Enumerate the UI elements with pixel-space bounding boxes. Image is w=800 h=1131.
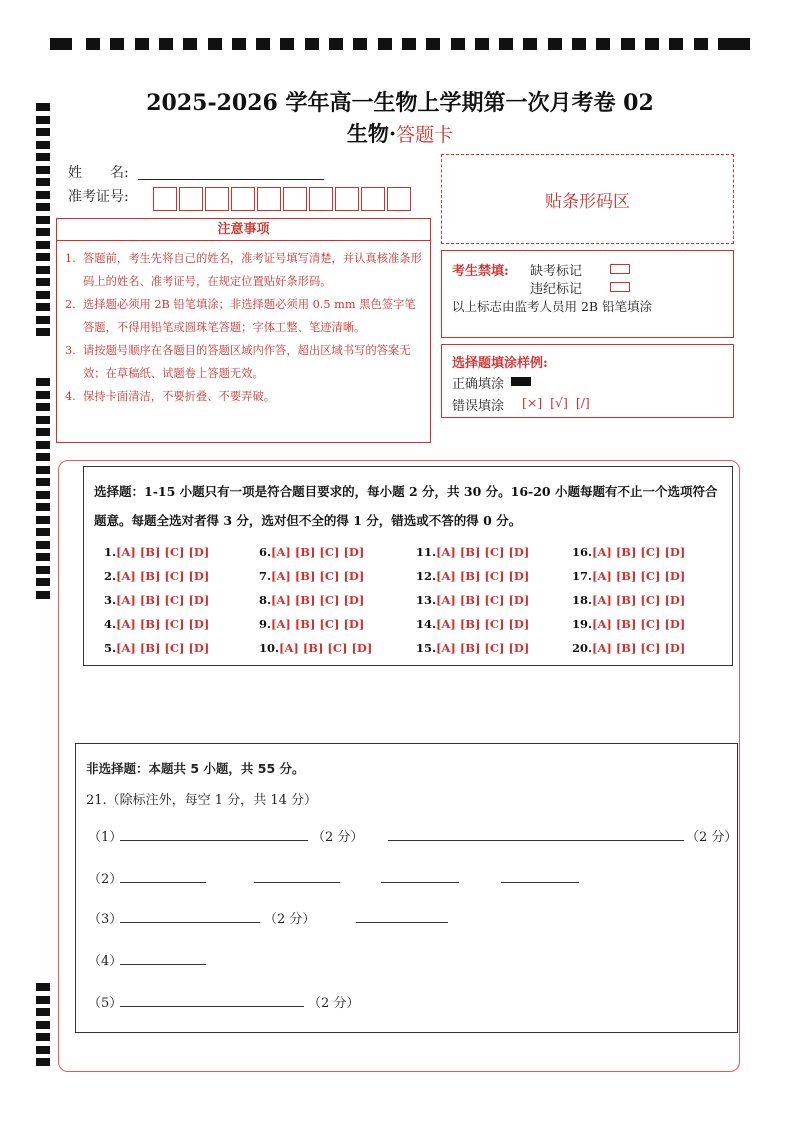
subtitle-red: 答题卡	[396, 124, 454, 146]
answer-line[interactable]	[381, 882, 459, 883]
part-4-label: （4）	[88, 954, 123, 969]
answer-options[interactable]: [A] [B] [C] [D]	[436, 641, 530, 655]
question-number: 1.	[104, 545, 117, 559]
timing-mark	[36, 228, 50, 236]
exam-status-box	[441, 250, 734, 338]
notice-item: 1. 答题前，考生先将自己的姓名，准考证号填写清楚，并认真核准条形码上的姓名、准考证号，在规定位置贴好条形码。	[65, 252, 422, 288]
question-number: 15.	[416, 641, 437, 655]
fill-example-box	[441, 344, 734, 418]
timing-mark	[726, 38, 750, 50]
multiple-choice-instruction: 选择题：1-15 小题只有一项是符合题目要求的，每小题 2 分，共 30 分。16-20 小题每题有不止一个选项符合题意。每题全选对者得 3 分，选对但不全的得 1 分，错选或不答的得 0 分。	[94, 484, 718, 528]
timing-mark	[36, 153, 50, 161]
timing-mark	[36, 391, 50, 399]
part-3-label: （3）	[88, 912, 123, 927]
id-digit-box[interactable]	[205, 187, 229, 211]
points-label: （2 分）	[686, 830, 738, 845]
timing-mark	[36, 566, 50, 574]
answer-options[interactable]: [A] [B] [C] [D]	[592, 617, 686, 631]
question-row	[416, 540, 529, 564]
timing-mark	[36, 253, 50, 261]
timing-mark	[50, 38, 72, 50]
timing-mark	[36, 266, 50, 274]
id-label: 准考证号:	[68, 189, 129, 205]
answer-options[interactable]: [A] [B] [C] [D]	[271, 569, 365, 583]
multiple-choice-section	[83, 466, 733, 666]
question-number: 4.	[104, 617, 117, 631]
timing-mark	[36, 428, 50, 436]
timing-mark	[36, 378, 50, 386]
timing-mark	[572, 38, 586, 50]
timing-mark	[36, 528, 50, 536]
question-21-header: 21.（除标注外，每空 1 分，共 14 分）	[86, 793, 318, 808]
exam-status-note: 以上标志由监考人员用 2B 铅笔填涂	[452, 299, 653, 314]
timing-mark	[499, 38, 513, 50]
id-digit-box[interactable]	[179, 187, 203, 211]
timing-mark	[36, 591, 50, 599]
timing-mark	[36, 541, 50, 549]
answer-options[interactable]: [A] [B] [C] [D]	[116, 641, 210, 655]
answer-options[interactable]: [A] [B] [C] [D]	[116, 545, 210, 559]
answer-line[interactable]	[120, 922, 260, 923]
options-column	[104, 540, 209, 660]
answer-options[interactable]: [A] [B] [C] [D]	[271, 617, 365, 631]
question-row	[572, 564, 685, 588]
question-row	[259, 564, 372, 588]
timing-mark	[36, 278, 50, 286]
absent-label: 缺考标记	[530, 264, 583, 279]
options-column	[416, 540, 529, 660]
question-number: 9.	[259, 617, 272, 631]
timing-mark	[645, 38, 659, 50]
timing-marks-top	[50, 38, 750, 50]
question-row	[104, 612, 209, 636]
timing-mark	[36, 983, 50, 991]
timing-mark	[378, 38, 392, 50]
timing-mark	[475, 38, 489, 50]
timing-mark	[280, 38, 294, 50]
question-row	[416, 612, 529, 636]
notice-item: 2. 选择题必须用 2B 铅笔填涂；非选择题必须用 0.5 mm 黑色签字笔答题，不得用铅笔或圆珠笔答题；字体工整、笔迹清晰。	[65, 298, 416, 334]
answer-options[interactable]: [A] [B] [C] [D]	[116, 593, 210, 607]
points-label: （2 分）	[312, 830, 364, 845]
timing-mark	[36, 553, 50, 561]
timing-mark	[36, 1046, 50, 1054]
question-row	[104, 540, 209, 564]
question-number: 7.	[259, 569, 272, 583]
answer-line[interactable]	[356, 922, 448, 923]
question-row	[259, 612, 372, 636]
timing-mark	[159, 38, 173, 50]
answer-line[interactable]	[388, 840, 684, 841]
question-row	[259, 588, 372, 612]
name-field[interactable]	[138, 179, 324, 180]
exam-status-label: 考生禁填:	[452, 264, 509, 279]
notice-box	[56, 218, 431, 443]
points-label: （2 分）	[308, 996, 360, 1011]
timing-mark	[36, 241, 50, 249]
question-row	[572, 636, 685, 660]
answer-line[interactable]	[120, 840, 308, 841]
question-number: 20.	[572, 641, 593, 655]
timing-mark	[305, 38, 319, 50]
violation-mark-box[interactable]	[610, 282, 630, 292]
question-number: 8.	[259, 593, 272, 607]
wrong-fill-label: 错误填涂	[452, 399, 505, 414]
id-digit-box[interactable]	[335, 187, 359, 211]
barcode-label: 贴条形码区	[545, 192, 630, 212]
part-5-label: （5）	[88, 996, 123, 1011]
fill-example-title: 选择题填涂样例:	[452, 356, 548, 371]
page-title: 2025-2026 学年高一生物上学期第一次月考卷 02	[146, 90, 654, 116]
question-row	[104, 564, 209, 588]
name-label: 姓 名:	[68, 165, 129, 181]
answer-options[interactable]: [A] [B] [C] [D]	[436, 545, 530, 559]
timing-mark	[426, 38, 440, 50]
id-digit-box[interactable]	[231, 187, 255, 211]
options-column	[259, 540, 372, 660]
question-row	[104, 636, 209, 660]
question-number: 3.	[104, 593, 117, 607]
question-row	[416, 588, 529, 612]
answer-options[interactable]: [A] [B] [C] [D]	[279, 641, 373, 655]
question-number: 14.	[416, 617, 437, 631]
timing-mark	[36, 328, 50, 336]
timing-mark	[621, 38, 635, 50]
timing-mark	[208, 38, 222, 50]
correct-fill-label: 正确填涂	[452, 377, 505, 392]
timing-mark	[36, 303, 50, 311]
timing-mark	[36, 1033, 50, 1041]
timing-mark	[110, 38, 124, 50]
timing-mark	[36, 216, 50, 224]
timing-mark	[36, 1008, 50, 1016]
timing-mark	[36, 578, 50, 586]
exam-id-boxes[interactable]	[153, 187, 413, 211]
timing-mark	[36, 441, 50, 449]
timing-mark	[135, 38, 149, 50]
timing-mark	[36, 503, 50, 511]
answer-options[interactable]: [A] [B] [C] [D]	[436, 617, 530, 631]
answer-options[interactable]: [A] [B] [C] [D]	[436, 569, 530, 583]
id-digit-box[interactable]	[153, 187, 177, 211]
question-number: 17.	[572, 569, 593, 583]
violation-label: 违纪标记	[530, 282, 583, 297]
question-row	[259, 636, 372, 660]
question-row	[572, 540, 685, 564]
part-2-label: （2）	[88, 872, 123, 887]
barcode-area	[441, 154, 734, 244]
essay-section	[75, 743, 738, 1033]
answer-options[interactable]: [A] [B] [C] [D]	[436, 593, 530, 607]
answer-options[interactable]: [A] [B] [C] [D]	[271, 593, 365, 607]
correct-fill-sample	[511, 377, 531, 386]
notice-title: 注意事项	[57, 219, 430, 241]
timing-mark	[669, 38, 683, 50]
absent-mark-box[interactable]	[610, 264, 630, 274]
question-row	[104, 588, 209, 612]
notice-item: 3. 请按题号顺序在各题目的答题区域内作答，超出区域书写的答案无效；在草稿纸、试题卷上答题无效。	[65, 344, 411, 380]
timing-mark	[329, 38, 343, 50]
answer-options[interactable]: [A] [B] [C] [D]	[116, 569, 210, 583]
id-digit-box[interactable]	[283, 187, 307, 211]
timing-mark	[451, 38, 465, 50]
id-digit-box[interactable]	[387, 187, 411, 211]
question-number: 10.	[259, 641, 280, 655]
essay-instruction: 非选择题：本题共 5 小题，共 55 分。	[86, 761, 305, 776]
timing-mark	[183, 38, 197, 50]
timing-mark	[256, 38, 270, 50]
points-label: （2 分）	[264, 912, 316, 927]
question-number: 18.	[572, 593, 593, 607]
timing-mark	[36, 996, 50, 1004]
answer-line[interactable]	[254, 882, 340, 883]
answer-options[interactable]: [A] [B] [C] [D]	[592, 569, 686, 583]
timing-mark	[36, 403, 50, 411]
answer-line[interactable]	[120, 1006, 304, 1007]
answer-options[interactable]: [A] [B] [C] [D]	[592, 641, 686, 655]
answer-options[interactable]: [A] [B] [C] [D]	[592, 593, 686, 607]
options-column	[572, 540, 685, 660]
timing-mark	[523, 38, 537, 50]
question-number: 2.	[104, 569, 117, 583]
timing-mark	[36, 1021, 50, 1029]
question-row	[416, 564, 529, 588]
wrong-fill-samples: [×] [√] [/]	[522, 395, 590, 410]
question-number: 13.	[416, 593, 437, 607]
question-row	[259, 540, 372, 564]
answer-line[interactable]	[120, 964, 206, 965]
timing-mark	[232, 38, 246, 50]
timing-mark	[36, 316, 50, 324]
question-row	[572, 588, 685, 612]
answer-options[interactable]: [A] [B] [C] [D]	[592, 545, 686, 559]
timing-mark	[36, 491, 50, 499]
timing-mark	[36, 516, 50, 524]
subtitle-main: 生物·	[346, 121, 397, 146]
timing-mark	[353, 38, 367, 50]
part-1-label: （1）	[88, 830, 123, 845]
question-row	[572, 612, 685, 636]
timing-mark	[36, 166, 50, 174]
timing-mark	[36, 178, 50, 186]
question-row	[416, 636, 529, 660]
timing-mark	[402, 38, 416, 50]
timing-mark	[596, 38, 610, 50]
question-number: 19.	[572, 617, 593, 631]
notice-item: 4. 保持卡面清洁，不要折叠、不要弄破。	[65, 390, 276, 403]
answer-options[interactable]: [A] [B] [C] [D]	[271, 545, 365, 559]
timing-mark	[36, 1058, 50, 1066]
timing-mark	[548, 38, 562, 50]
question-number: 12.	[416, 569, 437, 583]
timing-mark	[694, 38, 708, 50]
id-digit-box[interactable]	[309, 187, 333, 211]
timing-mark	[36, 466, 50, 474]
timing-mark	[36, 203, 50, 211]
timing-mark	[36, 453, 50, 461]
id-digit-box[interactable]	[361, 187, 385, 211]
page-subtitle	[0, 118, 800, 148]
answer-line[interactable]	[120, 882, 206, 883]
timing-mark	[86, 38, 100, 50]
timing-mark	[36, 191, 50, 199]
id-digit-box[interactable]	[257, 187, 281, 211]
question-number: 11.	[416, 545, 437, 559]
timing-mark	[36, 291, 50, 299]
question-number: 16.	[572, 545, 593, 559]
question-number: 5.	[104, 641, 117, 655]
timing-mark	[36, 416, 50, 424]
question-number: 6.	[259, 545, 272, 559]
timing-mark	[36, 478, 50, 486]
answer-options[interactable]: [A] [B] [C] [D]	[116, 617, 210, 631]
answer-line[interactable]	[501, 882, 579, 883]
